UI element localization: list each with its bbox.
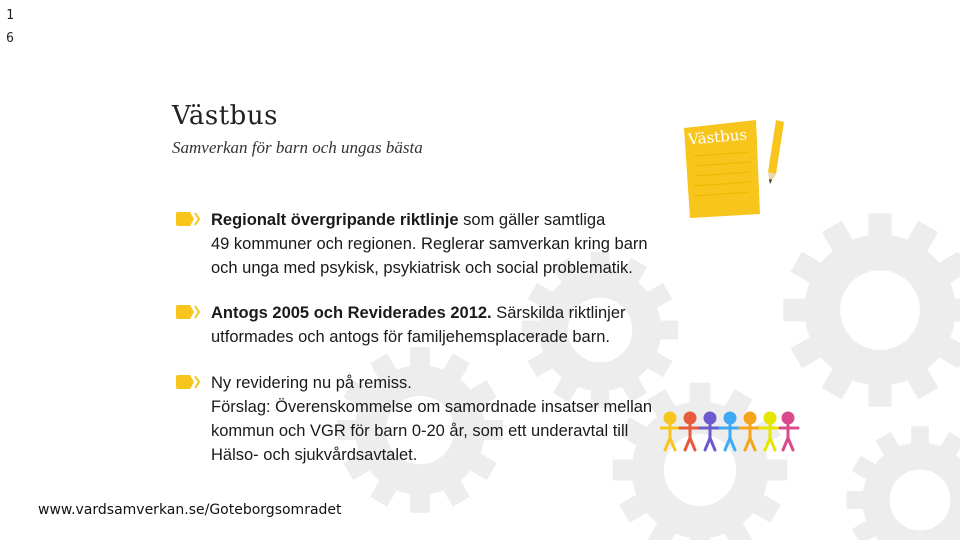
- bullet-bold: Regionalt övergripande riktlinje: [211, 211, 459, 229]
- bullet-text: kommun och VGR för barn 0-20 år, som ett underavtal till: [211, 422, 629, 440]
- bullet-bold: Antogs 2005 och Reviderades 2012.: [211, 304, 492, 322]
- bullet-text: Ny revidering nu på remiss.: [211, 374, 412, 392]
- bullet-text: Förslag: Överenskommelse om samordnade insatser mellan: [211, 398, 653, 416]
- gear-icon: [846, 426, 960, 540]
- vastbus-logo: [680, 118, 792, 218]
- page-title: Västbus: [172, 101, 278, 131]
- bullet-text: utformades och antogs för familjehemsplacerade barn.: [211, 328, 610, 346]
- arrow-tag-icon: [176, 212, 202, 226]
- page-number-digit: 6: [6, 31, 14, 46]
- logo-text: Västbus: [687, 125, 748, 149]
- bullet-text: Särskilda riktlinjer: [491, 304, 626, 322]
- gear-icon: [783, 213, 960, 406]
- page-number-digit: 1: [6, 8, 14, 23]
- bullet-text: 49 kommuner och regionen. Reglerar samverkan kring barn: [211, 235, 648, 253]
- bullet-text: som gäller samtliga: [458, 211, 606, 229]
- page-subtitle: Samverkan för barn och ungas bästa: [172, 138, 423, 157]
- bullet-text: Hälso- och sjukvårdsavtalet.: [211, 446, 418, 464]
- footer-url: www.vardsamverkan.se/Goteborgsomradet: [38, 502, 342, 518]
- arrow-tag-icon: [176, 305, 202, 319]
- arrow-tag-icon: [176, 375, 202, 389]
- bullet-text: och unga med psykisk, psykiatrisk och social problematik.: [211, 259, 633, 277]
